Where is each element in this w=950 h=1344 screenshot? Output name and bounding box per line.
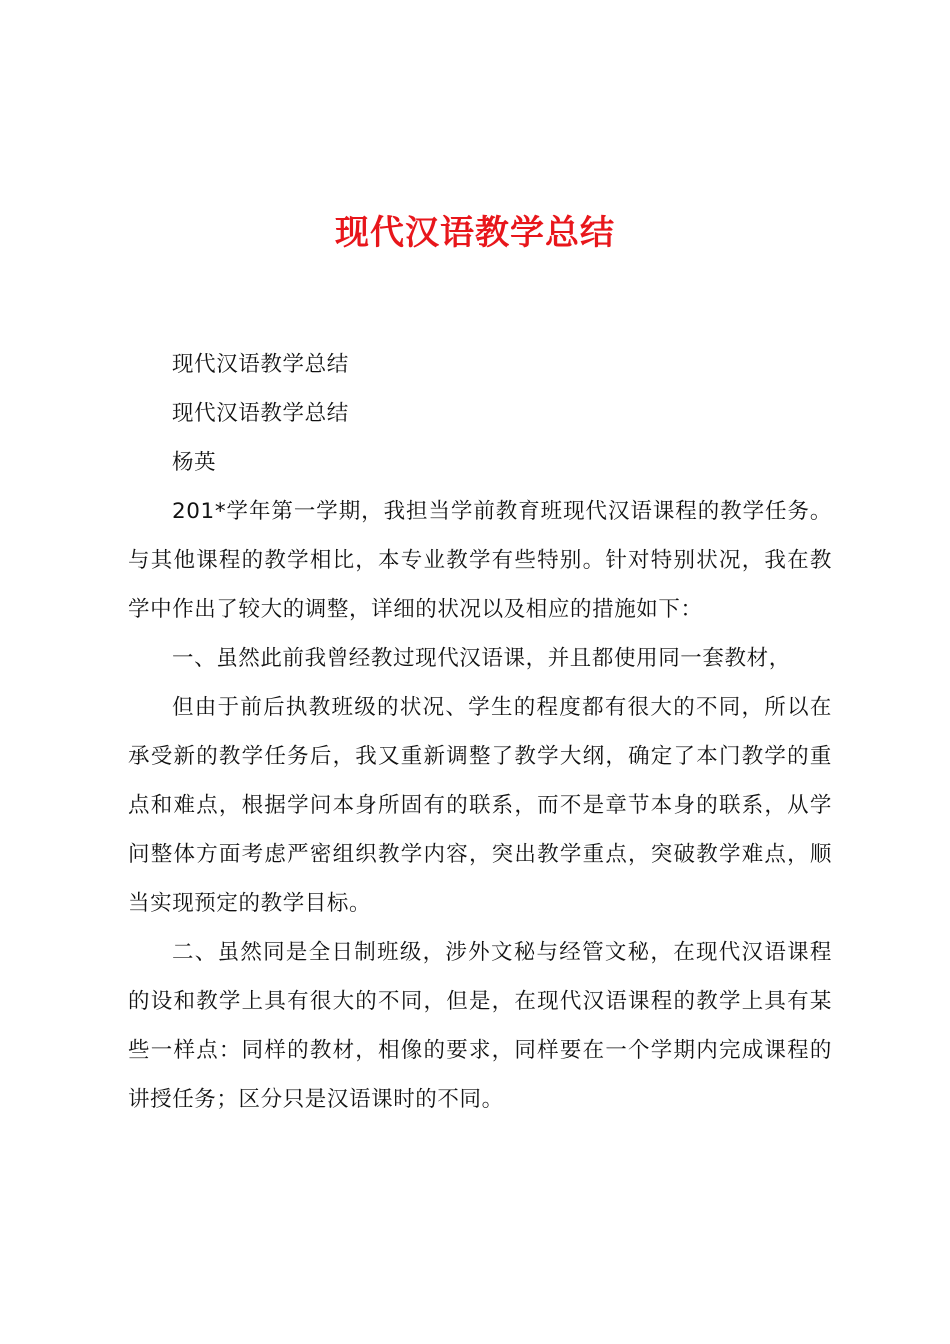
paragraph-author: 杨英 [172, 450, 217, 475]
document-body [128, 340, 832, 1124]
paragraph-point-1-continued: 但由于前后执教班级的状况、学生的程度都有很大的不同，所以在承受新的教学任务后，我又重新调整了教学大纲，确定了本门教学的重点和难点，根据学问本身所固有的联系，而不是章节本身的联系，从学问整体方面考虑严密组织教学内容，突出教学重点，突破教学难点，顺当实现预定的教学目标。 [128, 695, 832, 916]
document-title: 现代汉语教学总结 [335, 213, 615, 253]
paragraph-subtitle-1: 现代汉语教学总结 [172, 352, 349, 377]
paragraph-intro: 201*学年第一学期，我担当学前教育班现代汉语课程的教学任务。与其他课程的教学相比，本专业教学有些特别。针对特别状况，我在教学中作出了较大的调整，详细的状况以及相应的措施如下： [128, 499, 832, 622]
paragraph-point-2: 二、虽然同是全日制班级，涉外文秘与经管文秘，在现代汉语课程的设和教学上具有很大的不同，但是，在现代汉语课程的教学上具有某些一样点：同样的教材，相像的要求，同样要在一个学期内完成课程的讲授任务；区分只是汉语课时的不同。 [128, 940, 832, 1112]
paragraph-subtitle-2: 现代汉语教学总结 [172, 401, 349, 426]
paragraph-point-1: 一、虽然此前我曾经教过现代汉语课，并且都使用同一套教材， [172, 646, 791, 671]
